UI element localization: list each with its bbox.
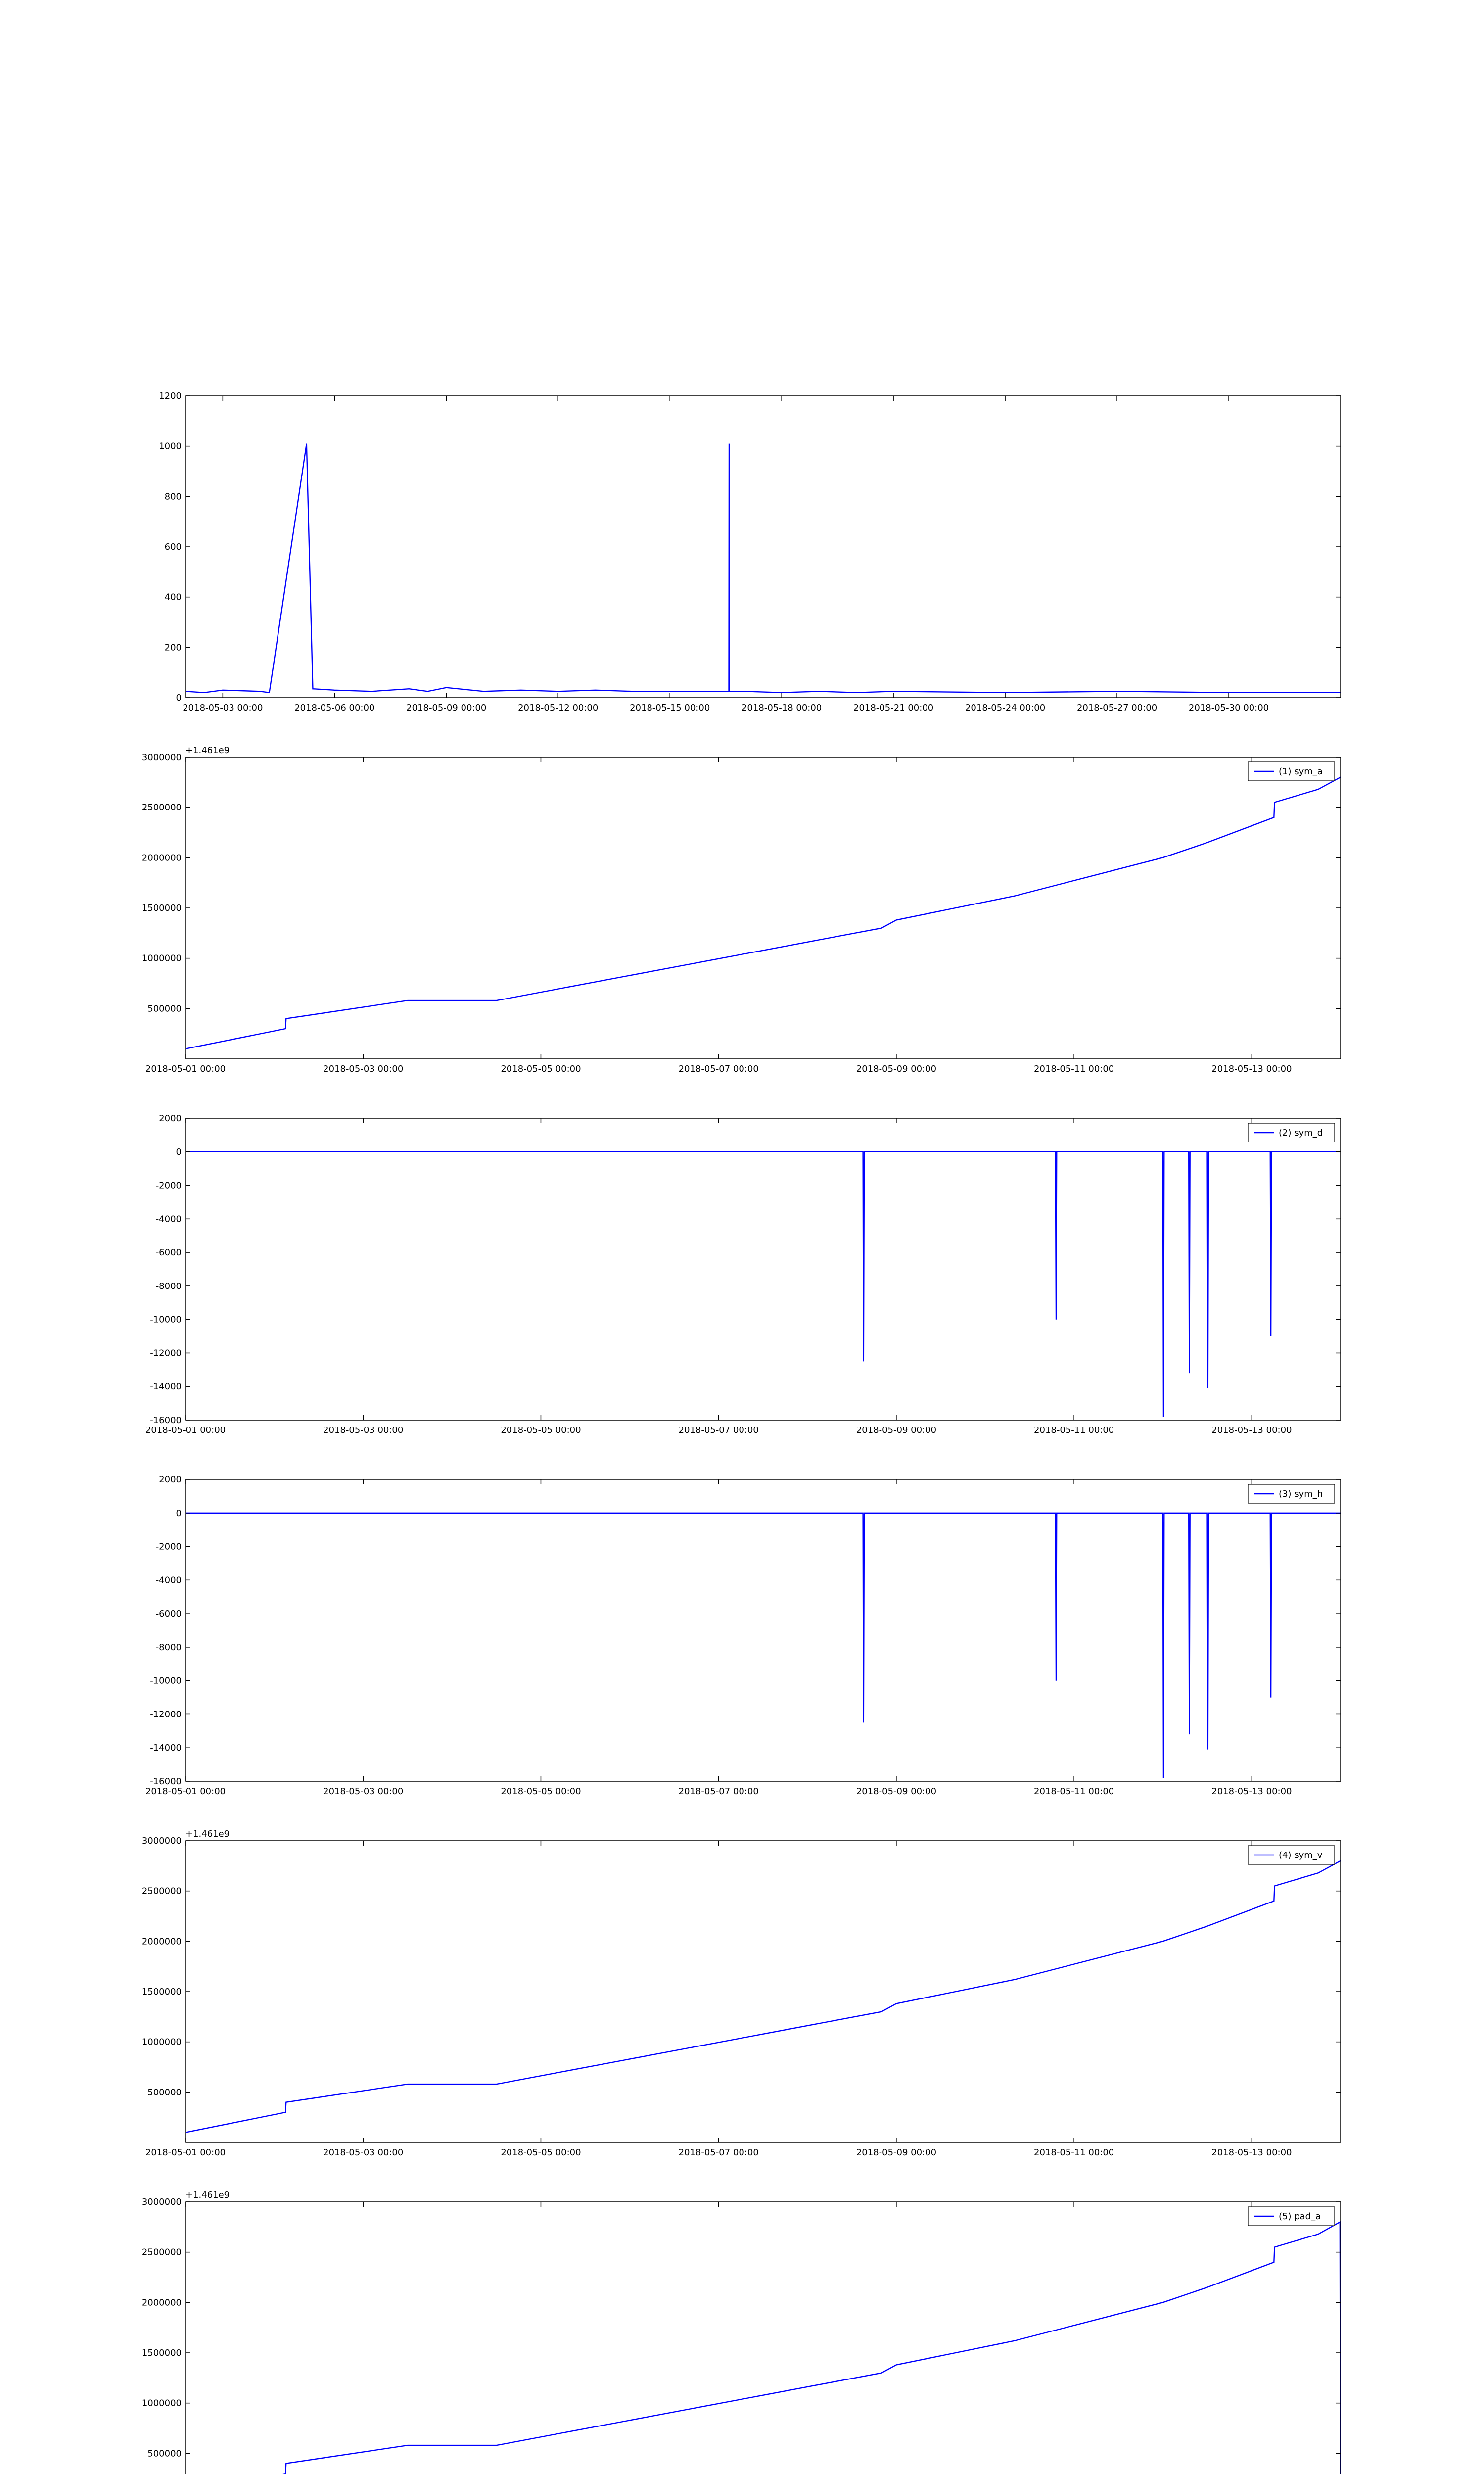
x-tick-label: 2018-05-06 00:00 <box>294 703 375 713</box>
axes-frame <box>186 1118 1341 1420</box>
axis-offset-label: +1.461e9 <box>186 1829 230 1839</box>
legend <box>1248 1846 1335 1864</box>
legend-label: (5) pad_a <box>1279 2211 1321 2222</box>
x-tick-label: 2018-05-09 00:00 <box>856 2147 937 2158</box>
axis-offset-label: +1.461e9 <box>186 2190 230 2200</box>
x-tick-label: 2018-05-03 00:00 <box>323 2147 404 2158</box>
y-tick-label: 1500000 <box>141 903 182 913</box>
y-tick-label: 1500000 <box>141 2348 182 2358</box>
y-tick-label: 500000 <box>147 2087 182 2098</box>
x-tick-label: 2018-05-01 00:00 <box>145 1064 226 1074</box>
subplot-5 <box>142 1829 1341 2158</box>
x-tick-label: 2018-05-07 00:00 <box>678 1786 759 1797</box>
x-tick-label: 2018-05-01 00:00 <box>145 1786 226 1797</box>
legend-label: (2) sym_d <box>1279 1128 1323 1138</box>
y-tick-label: -10000 <box>150 1314 182 1325</box>
y-tick-label: -14000 <box>150 1743 182 1754</box>
y-tick-label: 0 <box>176 1146 182 1157</box>
x-tick-label: 2018-05-07 00:00 <box>678 1064 759 1074</box>
y-tick-label: -8000 <box>155 1642 182 1653</box>
series-line <box>186 444 1341 693</box>
axes-frame <box>186 1479 1341 1781</box>
y-tick-label: 500000 <box>147 1003 182 1014</box>
y-tick-label: 1500000 <box>141 1987 182 1997</box>
y-tick-label: 3000000 <box>141 752 182 762</box>
legend <box>1248 1123 1335 1142</box>
y-tick-label: -6000 <box>155 1247 182 1258</box>
y-tick-label: 0 <box>176 1508 182 1519</box>
x-tick-label: 2018-05-07 00:00 <box>678 1425 759 1435</box>
y-tick-label: 600 <box>164 542 182 552</box>
y-tick-label: 500000 <box>147 2448 182 2459</box>
series-line <box>186 2222 1341 2474</box>
legend-label: (3) sym_h <box>1279 1489 1323 1499</box>
subplot-3 <box>145 1113 1341 1435</box>
y-tick-label: 200 <box>164 642 182 653</box>
x-tick-label: 2018-05-11 00:00 <box>1034 1425 1114 1435</box>
y-tick-label: -2000 <box>155 1541 182 1552</box>
series-line <box>186 1513 1341 1778</box>
x-tick-label: 2018-05-13 00:00 <box>1211 2147 1292 2158</box>
y-tick-label: -14000 <box>150 1381 182 1392</box>
y-tick-label: -16000 <box>150 1776 182 1787</box>
x-tick-label: 2018-05-05 00:00 <box>501 1786 581 1797</box>
subplot-2 <box>142 745 1341 1074</box>
y-tick-label: 2500000 <box>141 1886 182 1897</box>
y-tick-label: -4000 <box>155 1575 182 1586</box>
x-tick-label: 2018-05-03 00:00 <box>323 1064 404 1074</box>
axes-frame <box>186 396 1341 698</box>
y-tick-label: 1000000 <box>141 2398 182 2409</box>
x-tick-label: 2018-05-30 00:00 <box>1188 703 1269 713</box>
axes-frame <box>186 2202 1341 2474</box>
y-tick-label: 2500000 <box>141 2247 182 2258</box>
x-tick-label: 2018-05-03 00:00 <box>183 703 263 713</box>
y-tick-label: 1000000 <box>141 953 182 964</box>
y-tick-label: 1200 <box>159 391 182 401</box>
x-tick-label: 2018-05-05 00:00 <box>501 1425 581 1435</box>
x-tick-label: 2018-05-09 00:00 <box>856 1786 937 1797</box>
x-tick-label: 2018-05-05 00:00 <box>501 1064 581 1074</box>
x-tick-label: 2018-05-07 00:00 <box>678 2147 759 2158</box>
y-tick-label: 400 <box>164 592 182 603</box>
y-tick-label: 2500000 <box>141 802 182 813</box>
y-tick-label: 2000000 <box>141 1936 182 1947</box>
legend-label: (4) sym_v <box>1279 1850 1323 1860</box>
x-tick-label: 2018-05-13 00:00 <box>1211 1425 1292 1435</box>
axis-offset-label: +1.461e9 <box>186 745 230 756</box>
x-tick-label: 2018-05-09 00:00 <box>856 1425 937 1435</box>
x-tick-label: 2018-05-09 00:00 <box>856 1064 937 1074</box>
x-tick-label: 2018-05-18 00:00 <box>742 703 822 713</box>
x-tick-label: 2018-05-03 00:00 <box>323 1786 404 1797</box>
x-tick-label: 2018-05-11 00:00 <box>1034 1064 1114 1074</box>
y-tick-label: 2000 <box>159 1475 182 1485</box>
y-tick-label: 1000000 <box>141 2037 182 2047</box>
y-tick-label: -10000 <box>150 1675 182 1686</box>
x-tick-label: 2018-05-24 00:00 <box>965 703 1046 713</box>
x-tick-label: 2018-05-13 00:00 <box>1211 1786 1292 1797</box>
y-tick-label: 2000000 <box>141 2297 182 2308</box>
x-tick-label: 2018-05-11 00:00 <box>1034 2147 1114 2158</box>
legend <box>1248 2207 1335 2226</box>
legend <box>1248 1484 1335 1503</box>
y-tick-label: -12000 <box>150 1709 182 1720</box>
x-tick-label: 2018-05-01 00:00 <box>145 1425 226 1435</box>
x-tick-label: 2018-05-15 00:00 <box>630 703 710 713</box>
y-tick-label: 0 <box>176 693 182 703</box>
y-tick-label: 3000000 <box>141 2197 182 2207</box>
y-tick-label: 800 <box>164 491 182 502</box>
legend <box>1248 762 1335 781</box>
y-tick-label: 2000 <box>159 1113 182 1124</box>
y-tick-label: -4000 <box>155 1214 182 1225</box>
axes-frame <box>186 757 1341 1059</box>
series-line <box>186 777 1341 1049</box>
y-tick-label: 1000 <box>159 441 182 452</box>
x-tick-label: 2018-05-03 00:00 <box>323 1425 404 1435</box>
y-tick-label: 2000000 <box>141 853 182 863</box>
x-tick-label: 2018-05-05 00:00 <box>501 2147 581 2158</box>
y-tick-label: -16000 <box>150 1415 182 1426</box>
legend-label: (1) sym_a <box>1279 766 1323 777</box>
y-tick-label: -12000 <box>150 1348 182 1359</box>
axes-frame <box>186 1841 1341 2142</box>
subplot-6 <box>142 2190 1341 2474</box>
x-tick-label: 2018-05-09 00:00 <box>406 703 487 713</box>
series-line <box>186 1861 1341 2133</box>
x-tick-label: 2018-05-11 00:00 <box>1034 1786 1114 1797</box>
x-tick-label: 2018-05-27 00:00 <box>1076 703 1158 713</box>
y-tick-label: -6000 <box>155 1609 182 1619</box>
y-tick-label: 3000000 <box>141 1836 182 1846</box>
subplot-1 <box>159 391 1341 713</box>
x-tick-label: 2018-05-13 00:00 <box>1211 1064 1292 1074</box>
x-tick-label: 2018-05-01 00:00 <box>145 2147 226 2158</box>
subplot-4 <box>145 1475 1341 1797</box>
series-line <box>186 1152 1341 1417</box>
x-tick-label: 2018-05-12 00:00 <box>518 703 599 713</box>
x-tick-label: 2018-05-21 00:00 <box>853 703 934 713</box>
y-tick-label: -2000 <box>155 1180 182 1191</box>
y-tick-label: -8000 <box>155 1281 182 1291</box>
